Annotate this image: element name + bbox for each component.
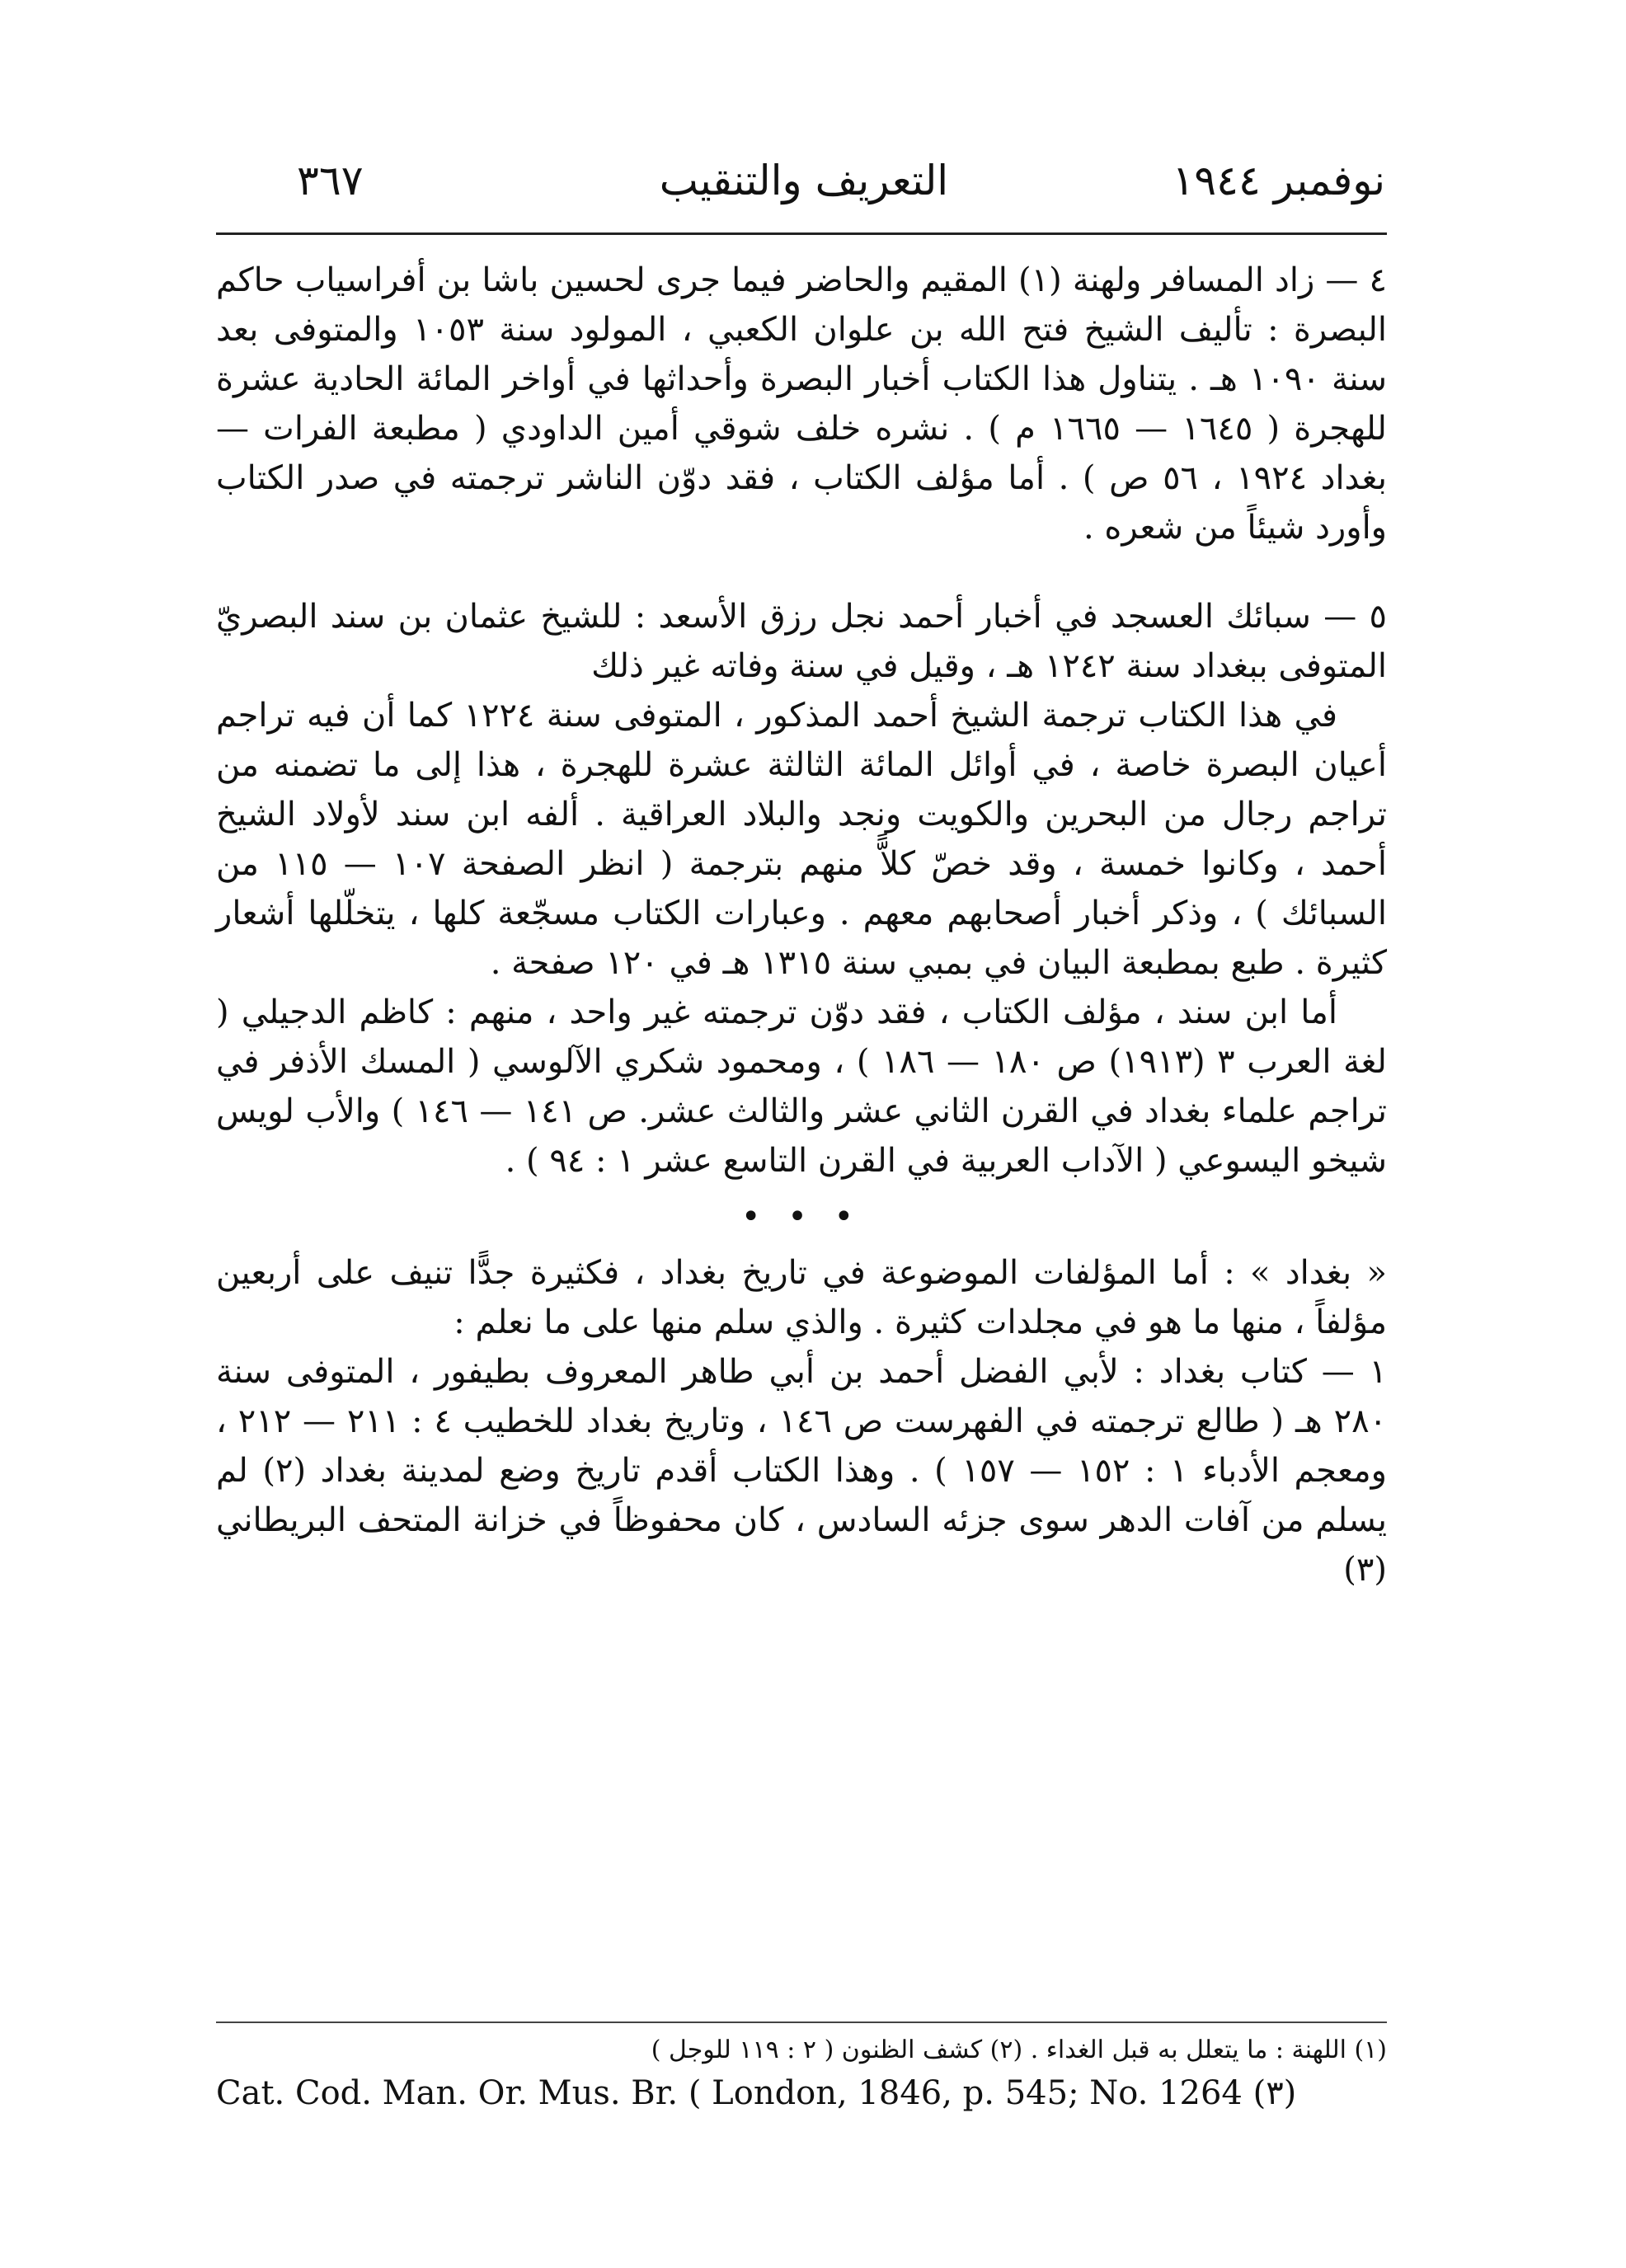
paragraph-entry-5-body: في هذا الكتاب ترجمة الشيخ أحمد المذكور ، المتوفى سنة ١٢٢٤ كما أن فيه تراجم أعيان البصرة خاصة ، في أوائل المائة الثالثة عشرة للهجرة ، هذا إلى ما تضمنه من تراجم رجال من البحرين والكويت ونجد والبلاد العراقية . ألفه ابن سند لأولاد الشيخ أحمد ، وكانوا خمسة ، وقد خصّ كلاًّ منهم بترجمة ( انظر الصفحة ١٠٧ — ١١٥ من السبائك ) ، وذكر أخبار أصحابهم معهم . وعبارات الكتاب مسجّعة كلها ، يتخلّلها أشعار كثيرة . طبع بمطبعة البيان في بمبي سنة ١٣١٥ هـ في ١٢٠ صفحة . <box>216 697 1388 982</box>
header-date: نوفمبر ١٩٤٤ <box>1172 157 1385 204</box>
paragraph-baghdad-intro: « بغداد » : أما المؤلفات الموضوعة في تاريخ بغداد ، فكثيرة جدًّا تنيف على أربعين مؤلفاً ، منها ما هو في مجلدات كثيرة . والذي سلم منها على ما نعلم : <box>216 1254 1387 1341</box>
footnotes <box>216 2030 1387 2115</box>
footnote-rule <box>216 2021 1387 2023</box>
footnote-latin: Cat. Cod. Man. Or. Mus. Br. ( London, 1846, p. 545; No. 1264 (٣) <box>216 2074 1297 2112</box>
paragraph-entry-4: ٤ — زاد المسافر ولهنة (١) المقيم والحاضر فيما جرى لحسين باشا بن أفراسياب حاكم البصرة : تأليف الشيخ فتح الله بن علوان الكعبي ، المولود سنة ١٠٥٣ والمتوفى بعد سنة ١٠٩٠ هـ . يتناول هذا الكتاب أخبار البصرة وأحداثها في أواخر المائة الحادية عشرة للهجرة ( ١٦٤٥ — ١٦٦٥ م ) . نشره خلف شوقي أمين الداودي ( مطبعة الفرات — بغداد ١٩٢٤ ، ٥٦ ص ) . أما مؤلف الكتاب ، فقد دوّن الناشر ترجمته في صدر الكتاب وأورد شيئاً من شعره . <box>216 261 1388 547</box>
paragraph-baghdad-1: ١ — كتاب بغداد : لأبي الفضل أحمد بن أبي طاهر المعروف بطيفور ، المتوفى سنة ٢٨٠ هـ ( طالع ترجمته في الفهرست ص ١٤٦ ، وتاريخ بغداد للخطيب ٤ : ٢١١ — ٢١٢ ، ومعجم الأدباء ١ : ١٥٢ — ١٥٧ ) . وهذا الكتاب أقدم تاريخ وضع لمدينة بغداد (٢) لم يسلم من آفات الدهر سوى جزئه السادس ، كان محفوظاً في خزانة المتحف البريطاني (٣) <box>216 1353 1388 1589</box>
header-title: التعريف والتنقيب <box>659 157 949 204</box>
section-separator: • • • <box>740 1198 862 1236</box>
paragraph-entry-5-title: ٥ — سبائك العسجد في أخبار أحمد نجل رزق الأسعد : للشيخ عثمان بن سند البصريّ المتوفى ببغداد سنة ١٢٤٢ هـ ، وقيل في سنة وفاته غير ذلك <box>216 598 1387 685</box>
paragraph-ibn-sanad: أما ابن سند ، مؤلف الكتاب ، فقد دوّن ترجمته غير واحد ، منهم : كاظم الدجيلي ( لغة العرب ٣ (١٩١٣) ص ١٨٠ — ١٨٦ ) ، ومحمود شكري الآلوسي ( المسك الأذفر في تراجم علماء بغداد في القرن الثاني عشر والثالث عشر. ص ١٤١ — ١٤٦ ) والأب لويس شيخو اليسوعي ( الآداب العربية في القرن التاسع عشر ١ : ٩٤ ) . <box>216 993 1387 1180</box>
body-text <box>216 256 1387 1594</box>
page-number: ٣٦٧ <box>297 157 364 204</box>
header-rule <box>216 232 1387 235</box>
footnote-arabic: (١) اللهنة : ما يتعلل به قبل الغداء . (٢) كشف الظنون ( ٢ : ١١٩ للوجل ) <box>651 2036 1387 2064</box>
running-header <box>223 157 1385 231</box>
